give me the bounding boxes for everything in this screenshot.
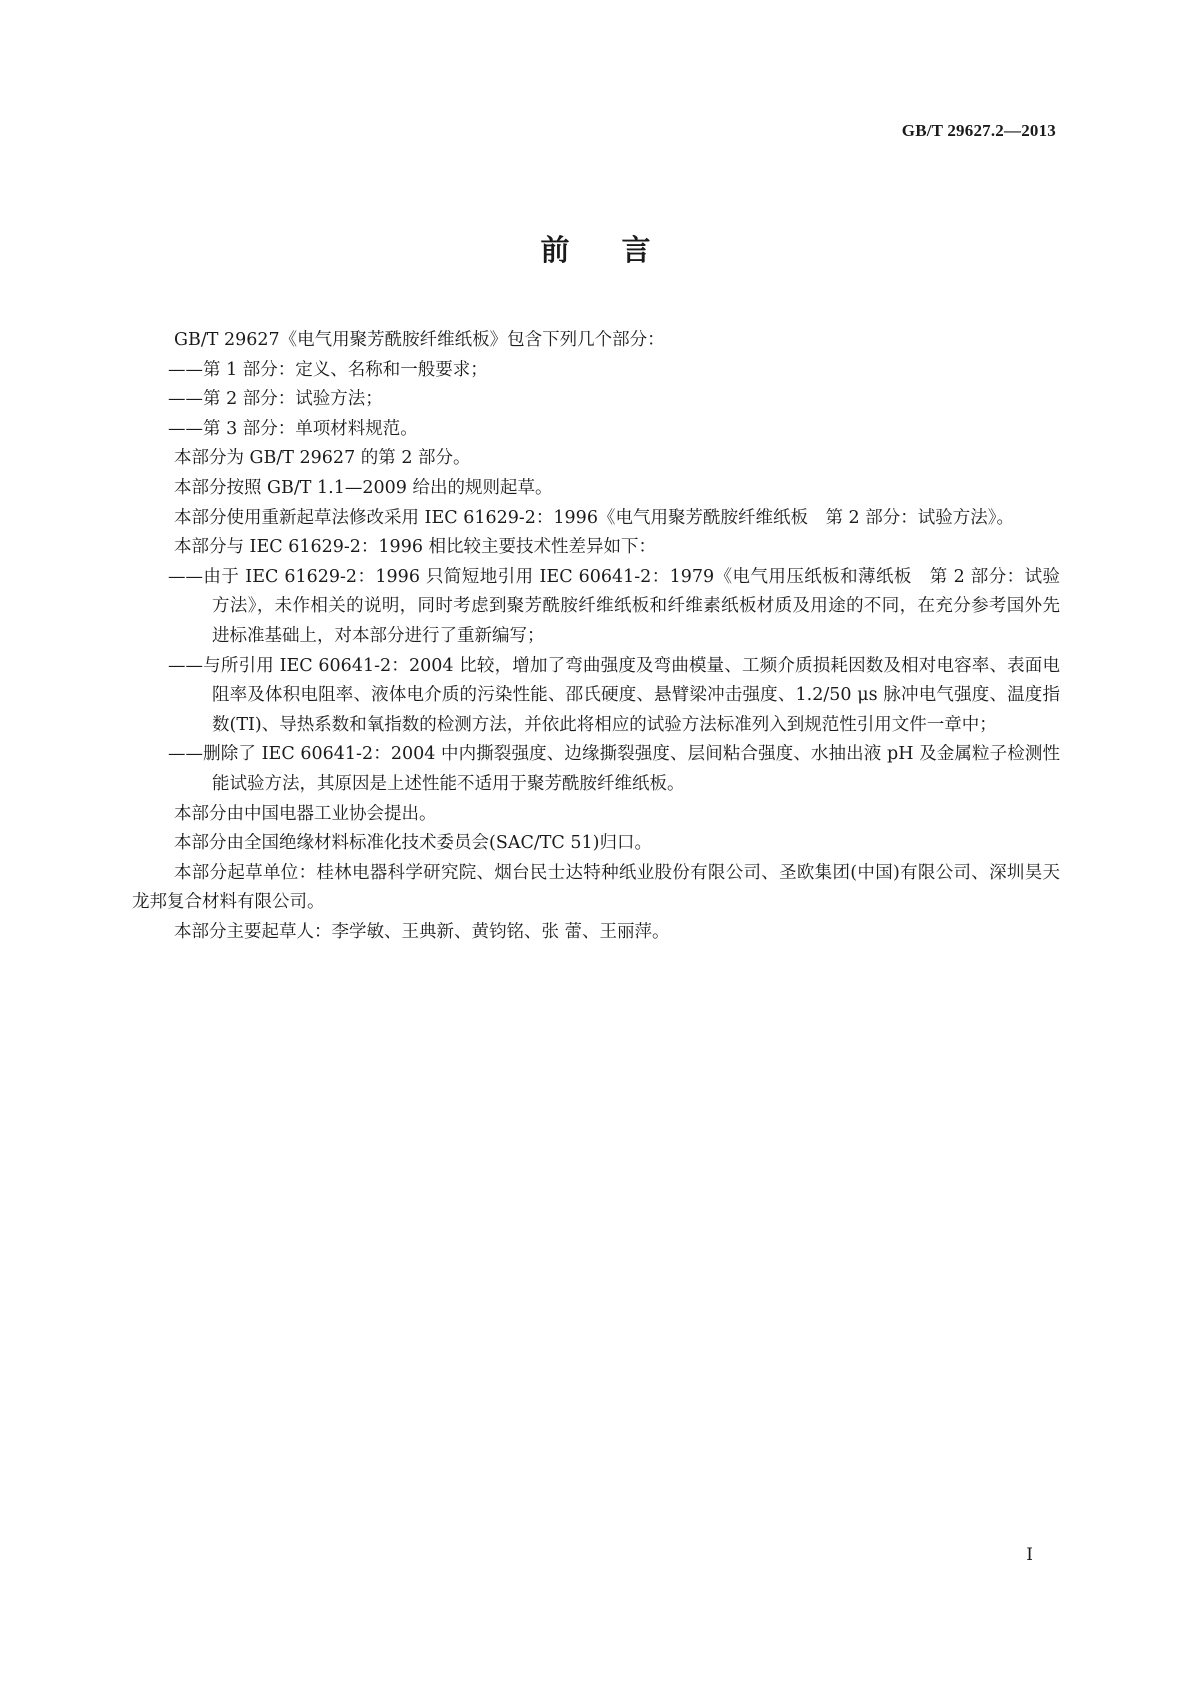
page-number: I [1026,1545,1033,1565]
paragraph-drafting-units: 本部分起草单位：桂林电器科学研究院、烟台民士达特种纸业股份有限公司、圣欧集团(中国)有限公司、深圳昊天龙邦复合材料有限公司。 [132,862,1060,913]
paragraph-drafting-rules: 本部分按照 GB/T 1.1—2009 给出的规则起草。 [174,477,553,498]
standard-code: GB/T 29627.2—2013 [901,121,1056,140]
paragraph-part-scope: 本部分为 GB/T 29627 的第 2 部分。 [174,448,471,469]
foreword-body [132,326,1060,947]
list-item-difference-2: ——与所引用 IEC 60641-2：2004 比较，增加了弯曲强度及弯曲模量、工频介质损耗因数及相对电容率、表面电阻率及体积电阻率、液体电介质的污染性能、邵氏硬度、悬臂梁冲击强度、1.2/50 μs 脉冲电气强度、温度指数(TI)、导热系数和氧指数的检测方法，并依此将相应的试验方法标准列入到规范性引用文件一章中； [168,655,1060,735]
list-item-difference-3: ——删除了 IEC 60641-2：2004 中内撕裂强度、边缘撕裂强度、层间粘合强度、水抽出液 pH 及金属粒子检测性能试验方法，其原因是上述性能不适用于聚芳酰胺纤维纸板。 [168,744,1060,794]
paragraph-proposer: 本部分由中国电器工业协会提出。 [174,803,437,824]
paragraph-committee: 本部分由全国绝缘材料标准化技术委员会(SAC/TC 51)归口。 [174,833,652,854]
page-title: 前言 [540,233,703,267]
paragraph-adoption: 本部分使用重新起草法修改采用 IEC 61629-2：1996《电气用聚芳酰胺纤维纸板 第 2 部分：试验方法》。 [174,507,1014,528]
list-item-part-1: ——第 1 部分：定义、名称和一般要求； [168,359,488,380]
paragraph-drafters: 本部分主要起草人：李学敏、王典新、黄钧铭、张 蕾、王丽萍。 [174,921,670,942]
paragraph-parts-intro: GB/T 29627《电气用聚芳酰胺纤维纸板》包含下列几个部分： [174,330,665,350]
list-item-part-3: ——第 3 部分：单项材料规范。 [168,418,418,439]
list-item-difference-1: ——由于 IEC 61629-2：1996 只简短地引用 IEC 60641-2：1979《电气用压纸板和薄纸板 第 2 部分：试验方法》，未作相关的说明，同时考虑到聚芳酰胺纤维纸板和纤维素纸板材质及用途的不同，在充分参考国外先进标准基础上，对本部分进行了重新编写； [168,566,1060,646]
list-item-part-2: ——第 2 部分：试验方法； [168,389,383,410]
paragraph-differences-intro: 本部分与 IEC 61629-2：1996 相比较主要技术性差异如下： [174,537,657,558]
